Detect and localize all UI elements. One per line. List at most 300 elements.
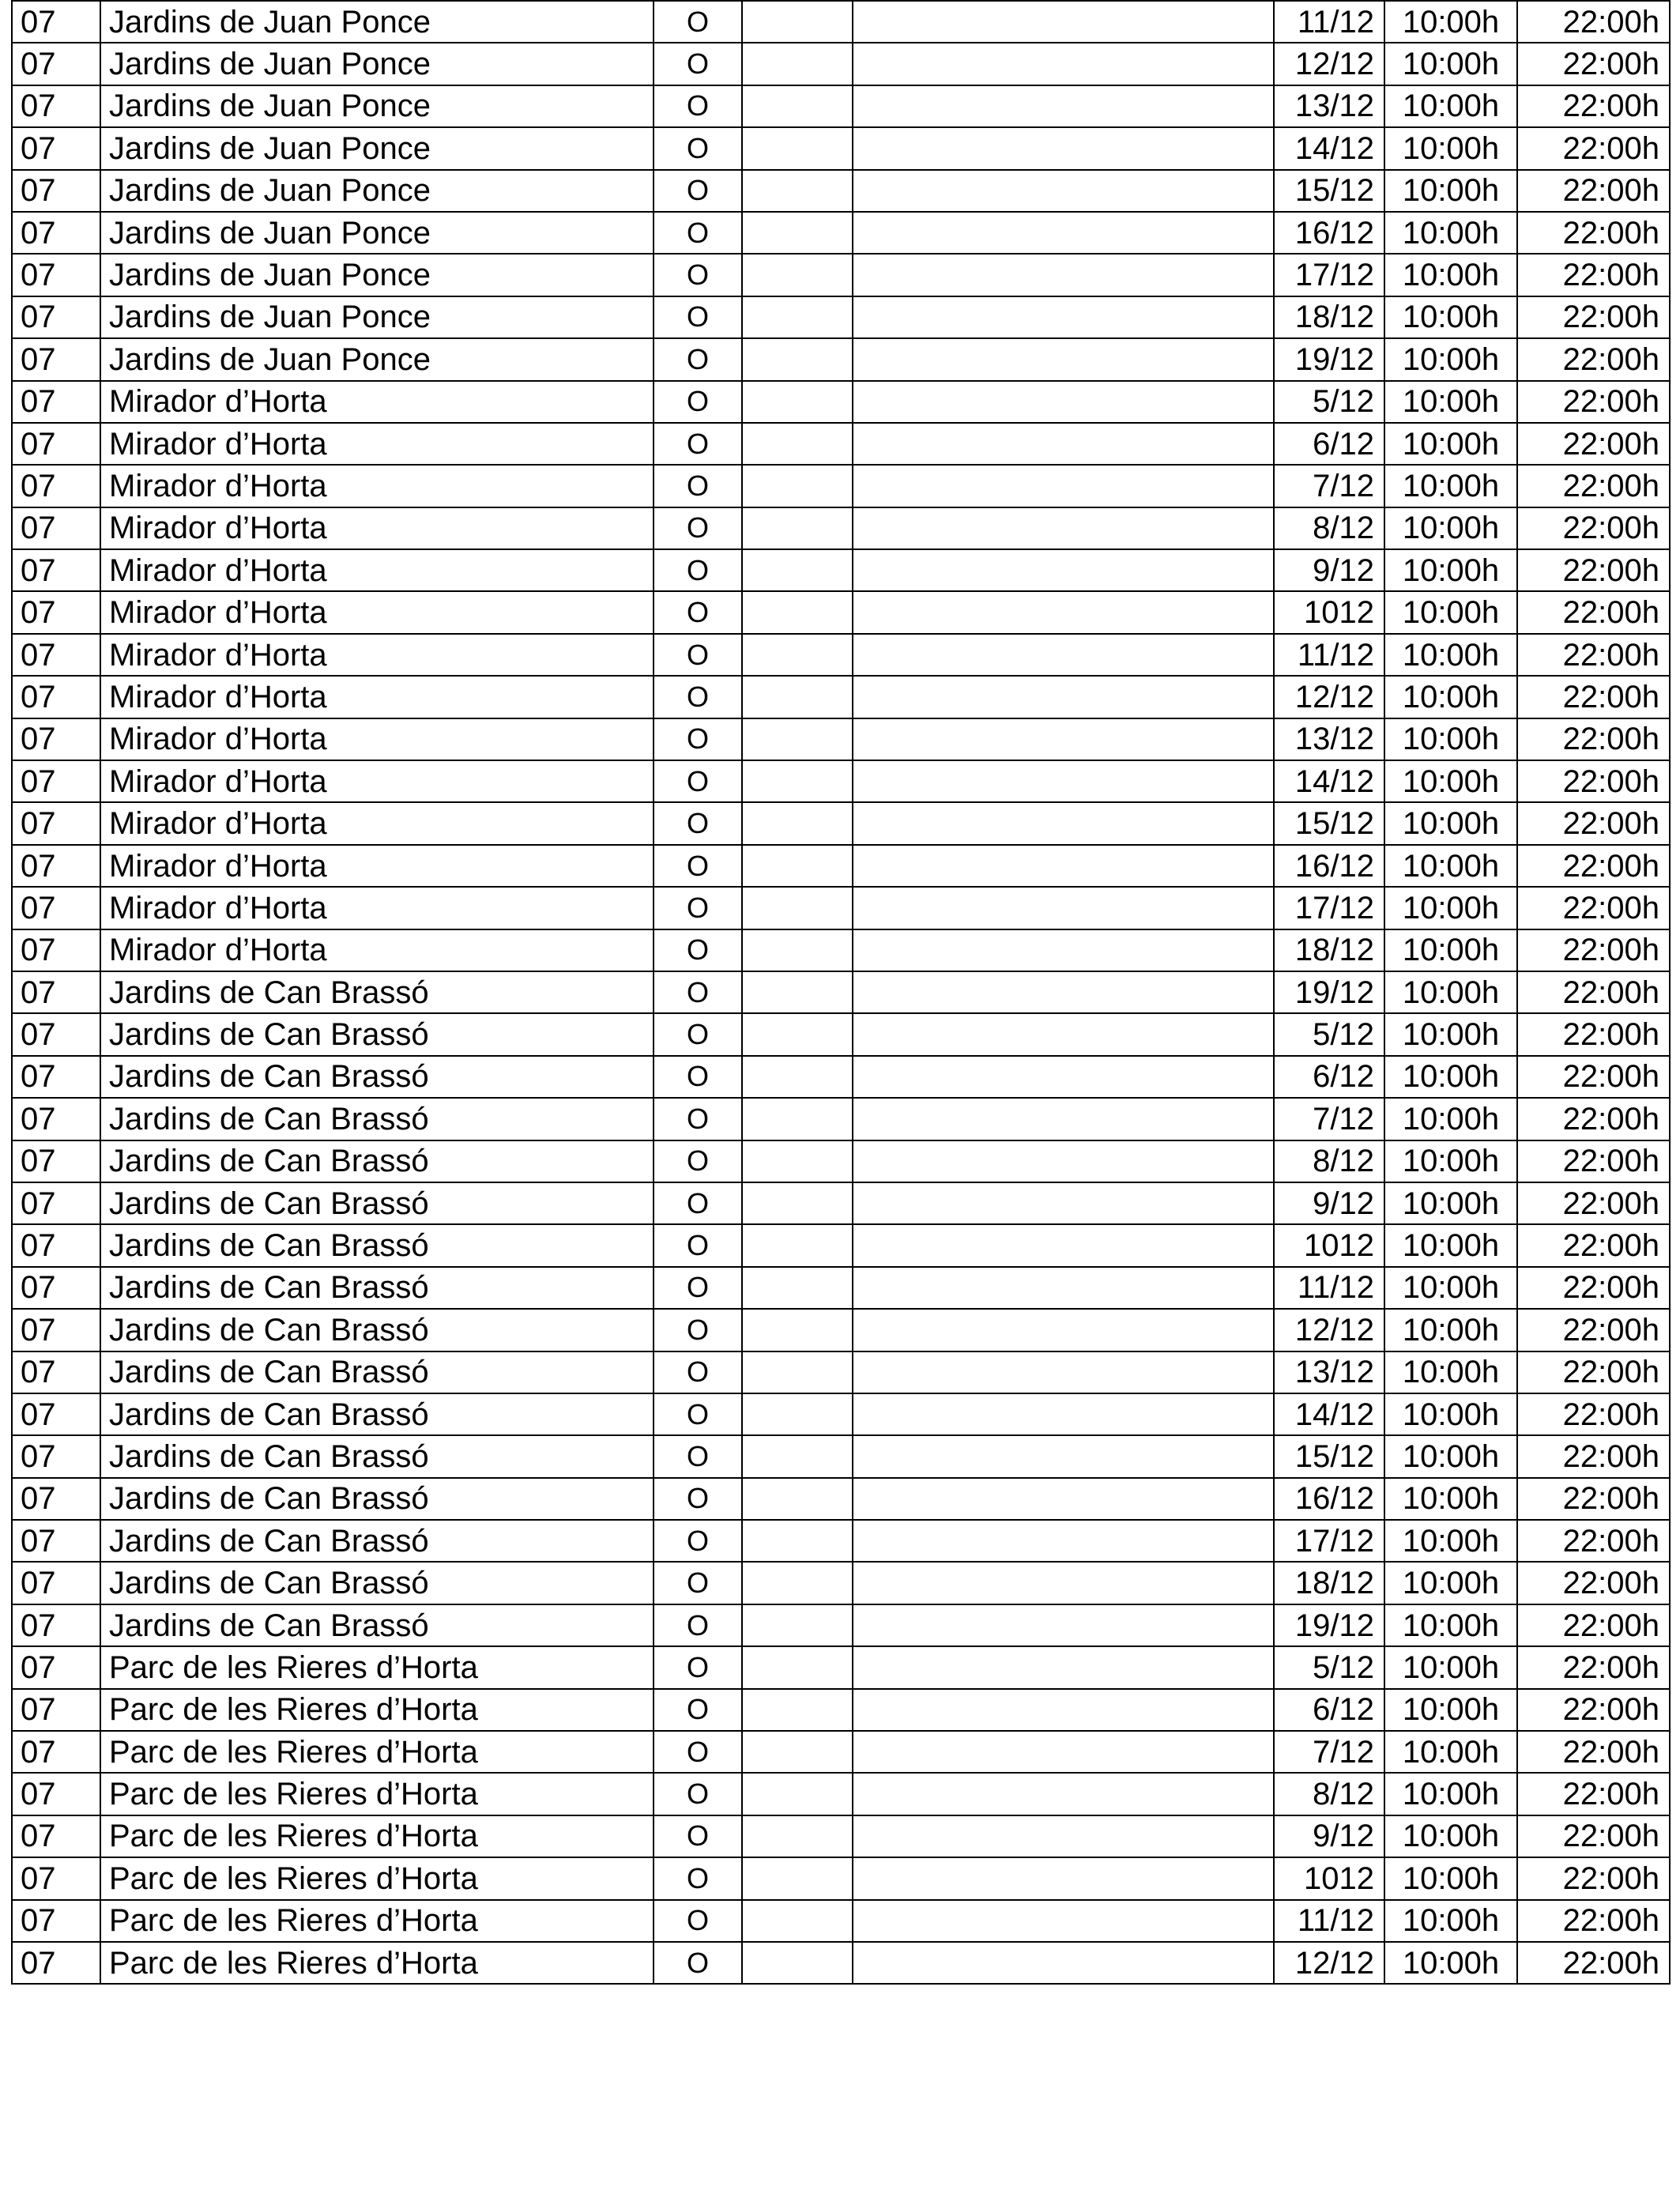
empty-cell	[742, 1942, 853, 1984]
empty-cell	[742, 465, 853, 507]
location-cell: Mirador d’Horta	[100, 465, 654, 507]
end-time-cell: 22:00h	[1517, 591, 1670, 633]
end-time-cell: 22:00h	[1517, 507, 1670, 549]
empty-cell	[742, 1267, 853, 1309]
location-cell: Jardins de Juan Ponce	[100, 43, 654, 85]
empty-cell	[853, 845, 1274, 887]
date-cell: 7/12	[1274, 465, 1384, 507]
start-time-cell: 10:00h	[1384, 549, 1517, 591]
end-time-cell: 22:00h	[1517, 43, 1670, 85]
start-time-cell: 10:00h	[1384, 887, 1517, 929]
empty-cell	[742, 1435, 853, 1477]
location-cell: Jardins de Can Brassó	[100, 1351, 654, 1393]
table-row	[12, 1900, 1670, 1942]
district-cell: 07	[12, 507, 100, 549]
empty-cell	[853, 254, 1274, 296]
empty-cell	[853, 1, 1274, 43]
empty-cell	[742, 887, 853, 929]
table-row	[12, 1646, 1670, 1688]
table-row	[12, 1309, 1670, 1351]
start-time-cell: 10:00h	[1384, 1520, 1517, 1562]
empty-cell	[853, 212, 1274, 254]
circle-mark-cell: O	[654, 1646, 742, 1688]
location-cell: Jardins de Can Brassó	[100, 1224, 654, 1266]
district-cell: 07	[12, 591, 100, 633]
end-time-cell: 22:00h	[1517, 1309, 1670, 1351]
start-time-cell: 10:00h	[1384, 1056, 1517, 1098]
table-row	[12, 1013, 1670, 1055]
end-time-cell: 22:00h	[1517, 1646, 1670, 1688]
empty-cell	[742, 85, 853, 127]
circle-mark-cell: O	[654, 676, 742, 718]
start-time-cell: 10:00h	[1384, 1267, 1517, 1309]
empty-cell	[742, 591, 853, 633]
empty-cell	[742, 1182, 853, 1224]
table-row	[12, 1098, 1670, 1140]
empty-cell	[853, 1646, 1274, 1688]
table-row	[12, 1731, 1670, 1773]
location-cell: Mirador d’Horta	[100, 591, 654, 633]
start-time-cell: 10:00h	[1384, 507, 1517, 549]
location-cell: Jardins de Can Brassó	[100, 1393, 654, 1435]
location-cell: Parc de les Rieres d’Horta	[100, 1773, 654, 1815]
table-row	[12, 127, 1670, 169]
district-cell: 07	[12, 1435, 100, 1477]
table-row	[12, 760, 1670, 802]
start-time-cell: 10:00h	[1384, 1393, 1517, 1435]
empty-cell	[853, 85, 1274, 127]
empty-cell	[853, 127, 1274, 169]
date-cell: 5/12	[1274, 1013, 1384, 1055]
location-cell: Jardins de Can Brassó	[100, 1435, 654, 1477]
end-time-cell: 22:00h	[1517, 423, 1670, 465]
empty-cell	[853, 1520, 1274, 1562]
table-row	[12, 1182, 1670, 1224]
table-row	[12, 1267, 1670, 1309]
end-time-cell: 22:00h	[1517, 802, 1670, 844]
location-cell: Jardins de Can Brassó	[100, 1098, 654, 1140]
empty-cell	[853, 1689, 1274, 1731]
empty-cell	[742, 1478, 853, 1520]
empty-cell	[853, 1224, 1274, 1266]
schedule-body	[12, 1, 1670, 1984]
empty-cell	[742, 127, 853, 169]
district-cell: 07	[12, 1182, 100, 1224]
empty-cell	[742, 507, 853, 549]
empty-cell	[853, 1140, 1274, 1182]
date-cell: 9/12	[1274, 1182, 1384, 1224]
empty-cell	[853, 1562, 1274, 1604]
end-time-cell: 22:00h	[1517, 971, 1670, 1013]
empty-cell	[742, 43, 853, 85]
location-cell: Jardins de Can Brassó	[100, 1182, 654, 1224]
location-cell: Jardins de Juan Ponce	[100, 212, 654, 254]
end-time-cell: 22:00h	[1517, 634, 1670, 676]
start-time-cell: 10:00h	[1384, 845, 1517, 887]
table-row	[12, 170, 1670, 212]
empty-cell	[853, 760, 1274, 802]
date-cell: 17/12	[1274, 887, 1384, 929]
end-time-cell: 22:00h	[1517, 1942, 1670, 1984]
circle-mark-cell: O	[654, 1182, 742, 1224]
district-cell: 07	[12, 1562, 100, 1604]
empty-cell	[742, 549, 853, 591]
circle-mark-cell: O	[654, 338, 742, 380]
empty-cell	[853, 1393, 1274, 1435]
end-time-cell: 22:00h	[1517, 1224, 1670, 1266]
end-time-cell: 22:00h	[1517, 1140, 1670, 1182]
start-time-cell: 10:00h	[1384, 1351, 1517, 1393]
location-cell: Jardins de Can Brassó	[100, 1309, 654, 1351]
end-time-cell: 22:00h	[1517, 1098, 1670, 1140]
district-cell: 07	[12, 887, 100, 929]
table-row	[12, 1351, 1670, 1393]
empty-cell	[853, 1435, 1274, 1477]
table-row	[12, 971, 1670, 1013]
location-cell: Mirador d’Horta	[100, 676, 654, 718]
location-cell: Jardins de Juan Ponce	[100, 1, 654, 43]
start-time-cell: 10:00h	[1384, 1857, 1517, 1899]
start-time-cell: 10:00h	[1384, 1900, 1517, 1942]
district-cell: 07	[12, 760, 100, 802]
circle-mark-cell: O	[654, 1731, 742, 1773]
circle-mark-cell: O	[654, 127, 742, 169]
table-row	[12, 1224, 1670, 1266]
location-cell: Mirador d’Horta	[100, 887, 654, 929]
circle-mark-cell: O	[654, 549, 742, 591]
start-time-cell: 10:00h	[1384, 802, 1517, 844]
start-time-cell: 10:00h	[1384, 1604, 1517, 1646]
start-time-cell: 10:00h	[1384, 1731, 1517, 1773]
end-time-cell: 22:00h	[1517, 254, 1670, 296]
circle-mark-cell: O	[654, 1098, 742, 1140]
schedule-table	[11, 0, 1671, 1985]
date-cell: 8/12	[1274, 1773, 1384, 1815]
circle-mark-cell: O	[654, 43, 742, 85]
table-row	[12, 1520, 1670, 1562]
date-cell: 5/12	[1274, 1646, 1384, 1688]
district-cell: 07	[12, 1056, 100, 1098]
circle-mark-cell: O	[654, 423, 742, 465]
start-time-cell: 10:00h	[1384, 971, 1517, 1013]
end-time-cell: 22:00h	[1517, 1182, 1670, 1224]
district-cell: 07	[12, 1224, 100, 1266]
date-cell: 12/12	[1274, 676, 1384, 718]
empty-cell	[742, 1815, 853, 1857]
start-time-cell: 10:00h	[1384, 676, 1517, 718]
end-time-cell: 22:00h	[1517, 296, 1670, 338]
circle-mark-cell: O	[654, 971, 742, 1013]
table-row	[12, 1689, 1670, 1731]
end-time-cell: 22:00h	[1517, 1351, 1670, 1393]
end-time-cell: 22:00h	[1517, 1435, 1670, 1477]
empty-cell	[742, 1013, 853, 1055]
end-time-cell: 22:00h	[1517, 1815, 1670, 1857]
start-time-cell: 10:00h	[1384, 929, 1517, 971]
circle-mark-cell: O	[654, 1, 742, 43]
empty-cell	[742, 212, 853, 254]
start-time-cell: 10:00h	[1384, 338, 1517, 380]
start-time-cell: 10:00h	[1384, 1182, 1517, 1224]
table-row	[12, 845, 1670, 887]
location-cell: Parc de les Rieres d’Horta	[100, 1857, 654, 1899]
circle-mark-cell: O	[654, 1224, 742, 1266]
district-cell: 07	[12, 1098, 100, 1140]
empty-cell	[742, 170, 853, 212]
date-cell: 15/12	[1274, 1435, 1384, 1477]
district-cell: 07	[12, 1942, 100, 1984]
start-time-cell: 10:00h	[1384, 465, 1517, 507]
district-cell: 07	[12, 170, 100, 212]
empty-cell	[853, 1056, 1274, 1098]
date-cell: 7/12	[1274, 1098, 1384, 1140]
district-cell: 07	[12, 1773, 100, 1815]
circle-mark-cell: O	[654, 1689, 742, 1731]
location-cell: Mirador d’Horta	[100, 634, 654, 676]
circle-mark-cell: O	[654, 1900, 742, 1942]
district-cell: 07	[12, 1731, 100, 1773]
location-cell: Jardins de Can Brassó	[100, 1013, 654, 1055]
empty-cell	[853, 1773, 1274, 1815]
date-cell: 8/12	[1274, 507, 1384, 549]
location-cell: Jardins de Can Brassó	[100, 1267, 654, 1309]
circle-mark-cell: O	[654, 1267, 742, 1309]
table-row	[12, 1478, 1670, 1520]
end-time-cell: 22:00h	[1517, 1520, 1670, 1562]
circle-mark-cell: O	[654, 1351, 742, 1393]
empty-cell	[742, 1309, 853, 1351]
empty-cell	[853, 634, 1274, 676]
date-cell: 14/12	[1274, 1393, 1384, 1435]
circle-mark-cell: O	[654, 381, 742, 423]
date-cell: 9/12	[1274, 1815, 1384, 1857]
start-time-cell: 10:00h	[1384, 296, 1517, 338]
table-row	[12, 212, 1670, 254]
location-cell: Mirador d’Horta	[100, 845, 654, 887]
empty-cell	[742, 1731, 853, 1773]
circle-mark-cell: O	[654, 465, 742, 507]
location-cell: Parc de les Rieres d’Horta	[100, 1900, 654, 1942]
location-cell: Parc de les Rieres d’Horta	[100, 1646, 654, 1688]
empty-cell	[742, 718, 853, 760]
start-time-cell: 10:00h	[1384, 1309, 1517, 1351]
circle-mark-cell: O	[654, 718, 742, 760]
empty-cell	[742, 676, 853, 718]
location-cell: Jardins de Can Brassó	[100, 1478, 654, 1520]
start-time-cell: 10:00h	[1384, 423, 1517, 465]
location-cell: Mirador d’Horta	[100, 718, 654, 760]
district-cell: 07	[12, 465, 100, 507]
district-cell: 07	[12, 634, 100, 676]
empty-cell	[853, 43, 1274, 85]
start-time-cell: 10:00h	[1384, 1773, 1517, 1815]
table-row	[12, 1393, 1670, 1435]
empty-cell	[853, 591, 1274, 633]
district-cell: 07	[12, 1815, 100, 1857]
date-cell: 8/12	[1274, 1140, 1384, 1182]
start-time-cell: 10:00h	[1384, 1013, 1517, 1055]
circle-mark-cell: O	[654, 254, 742, 296]
circle-mark-cell: O	[654, 1562, 742, 1604]
date-cell: 11/12	[1274, 1900, 1384, 1942]
start-time-cell: 10:00h	[1384, 1478, 1517, 1520]
date-cell: 13/12	[1274, 718, 1384, 760]
start-time-cell: 10:00h	[1384, 718, 1517, 760]
end-time-cell: 22:00h	[1517, 1773, 1670, 1815]
district-cell: 07	[12, 718, 100, 760]
empty-cell	[742, 1900, 853, 1942]
date-cell: 18/12	[1274, 1562, 1384, 1604]
circle-mark-cell: O	[654, 1393, 742, 1435]
district-cell: 07	[12, 971, 100, 1013]
date-cell: 11/12	[1274, 1267, 1384, 1309]
location-cell: Jardins de Can Brassó	[100, 1604, 654, 1646]
empty-cell	[853, 170, 1274, 212]
date-cell: 6/12	[1274, 423, 1384, 465]
circle-mark-cell: O	[654, 85, 742, 127]
circle-mark-cell: O	[654, 1857, 742, 1899]
empty-cell	[853, 1900, 1274, 1942]
date-cell: 16/12	[1274, 845, 1384, 887]
circle-mark-cell: O	[654, 507, 742, 549]
table-row	[12, 296, 1670, 338]
table-row	[12, 85, 1670, 127]
table-row	[12, 1942, 1670, 1984]
date-cell: 1012	[1274, 591, 1384, 633]
empty-cell	[853, 1815, 1274, 1857]
date-cell: 13/12	[1274, 1351, 1384, 1393]
end-time-cell: 22:00h	[1517, 212, 1670, 254]
date-cell: 14/12	[1274, 760, 1384, 802]
date-cell: 1012	[1274, 1224, 1384, 1266]
start-time-cell: 10:00h	[1384, 381, 1517, 423]
district-cell: 07	[12, 929, 100, 971]
end-time-cell: 22:00h	[1517, 929, 1670, 971]
location-cell: Jardins de Juan Ponce	[100, 127, 654, 169]
date-cell: 13/12	[1274, 85, 1384, 127]
table-row	[12, 465, 1670, 507]
date-cell: 11/12	[1274, 634, 1384, 676]
table-row	[12, 254, 1670, 296]
table-row	[12, 549, 1670, 591]
table-row	[12, 1056, 1670, 1098]
end-time-cell: 22:00h	[1517, 1393, 1670, 1435]
circle-mark-cell: O	[654, 591, 742, 633]
empty-cell	[742, 254, 853, 296]
district-cell: 07	[12, 381, 100, 423]
location-cell: Jardins de Can Brassó	[100, 1056, 654, 1098]
circle-mark-cell: O	[654, 845, 742, 887]
end-time-cell: 22:00h	[1517, 85, 1670, 127]
district-cell: 07	[12, 338, 100, 380]
circle-mark-cell: O	[654, 1435, 742, 1477]
district-cell: 07	[12, 1520, 100, 1562]
circle-mark-cell: O	[654, 170, 742, 212]
empty-cell	[853, 1942, 1274, 1984]
table-row	[12, 1773, 1670, 1815]
location-cell: Jardins de Can Brassó	[100, 1520, 654, 1562]
empty-cell	[742, 1351, 853, 1393]
empty-cell	[853, 1013, 1274, 1055]
circle-mark-cell: O	[654, 760, 742, 802]
date-cell: 19/12	[1274, 338, 1384, 380]
location-cell: Parc de les Rieres d’Horta	[100, 1731, 654, 1773]
location-cell: Parc de les Rieres d’Horta	[100, 1815, 654, 1857]
end-time-cell: 22:00h	[1517, 170, 1670, 212]
circle-mark-cell: O	[654, 1013, 742, 1055]
empty-cell	[853, 423, 1274, 465]
district-cell: 07	[12, 43, 100, 85]
circle-mark-cell: O	[654, 634, 742, 676]
end-time-cell: 22:00h	[1517, 1562, 1670, 1604]
district-cell: 07	[12, 1900, 100, 1942]
district-cell: 07	[12, 1689, 100, 1731]
circle-mark-cell: O	[654, 1478, 742, 1520]
date-cell: 16/12	[1274, 1478, 1384, 1520]
empty-cell	[742, 296, 853, 338]
empty-cell	[853, 1351, 1274, 1393]
start-time-cell: 10:00h	[1384, 1815, 1517, 1857]
date-cell: 1012	[1274, 1857, 1384, 1899]
empty-cell	[742, 760, 853, 802]
location-cell: Jardins de Can Brassó	[100, 1562, 654, 1604]
empty-cell	[742, 1098, 853, 1140]
table-row	[12, 929, 1670, 971]
circle-mark-cell: O	[654, 1309, 742, 1351]
table-row	[12, 1604, 1670, 1646]
circle-mark-cell: O	[654, 1942, 742, 1984]
table-row	[12, 634, 1670, 676]
table-row	[12, 507, 1670, 549]
empty-cell	[853, 507, 1274, 549]
empty-cell	[853, 971, 1274, 1013]
empty-cell	[742, 1140, 853, 1182]
end-time-cell: 22:00h	[1517, 465, 1670, 507]
district-cell: 07	[12, 1478, 100, 1520]
empty-cell	[742, 1646, 853, 1688]
start-time-cell: 10:00h	[1384, 591, 1517, 633]
end-time-cell: 22:00h	[1517, 1, 1670, 43]
empty-cell	[853, 802, 1274, 844]
end-time-cell: 22:00h	[1517, 1267, 1670, 1309]
end-time-cell: 22:00h	[1517, 760, 1670, 802]
table-row	[12, 1, 1670, 43]
location-cell: Parc de les Rieres d’Horta	[100, 1942, 654, 1984]
end-time-cell: 22:00h	[1517, 1689, 1670, 1731]
date-cell: 17/12	[1274, 1520, 1384, 1562]
date-cell: 6/12	[1274, 1056, 1384, 1098]
district-cell: 07	[12, 676, 100, 718]
empty-cell	[853, 1098, 1274, 1140]
date-cell: 18/12	[1274, 929, 1384, 971]
start-time-cell: 10:00h	[1384, 1689, 1517, 1731]
start-time-cell: 10:00h	[1384, 85, 1517, 127]
table-row	[12, 802, 1670, 844]
empty-cell	[853, 1731, 1274, 1773]
end-time-cell: 22:00h	[1517, 1056, 1670, 1098]
circle-mark-cell: O	[654, 1815, 742, 1857]
start-time-cell: 10:00h	[1384, 43, 1517, 85]
date-cell: 19/12	[1274, 1604, 1384, 1646]
date-cell: 12/12	[1274, 43, 1384, 85]
empty-cell	[853, 338, 1274, 380]
location-cell: Parc de les Rieres d’Horta	[100, 1689, 654, 1731]
table-row	[12, 1562, 1670, 1604]
empty-cell	[853, 1478, 1274, 1520]
end-time-cell: 22:00h	[1517, 338, 1670, 380]
district-cell: 07	[12, 802, 100, 844]
start-time-cell: 10:00h	[1384, 212, 1517, 254]
